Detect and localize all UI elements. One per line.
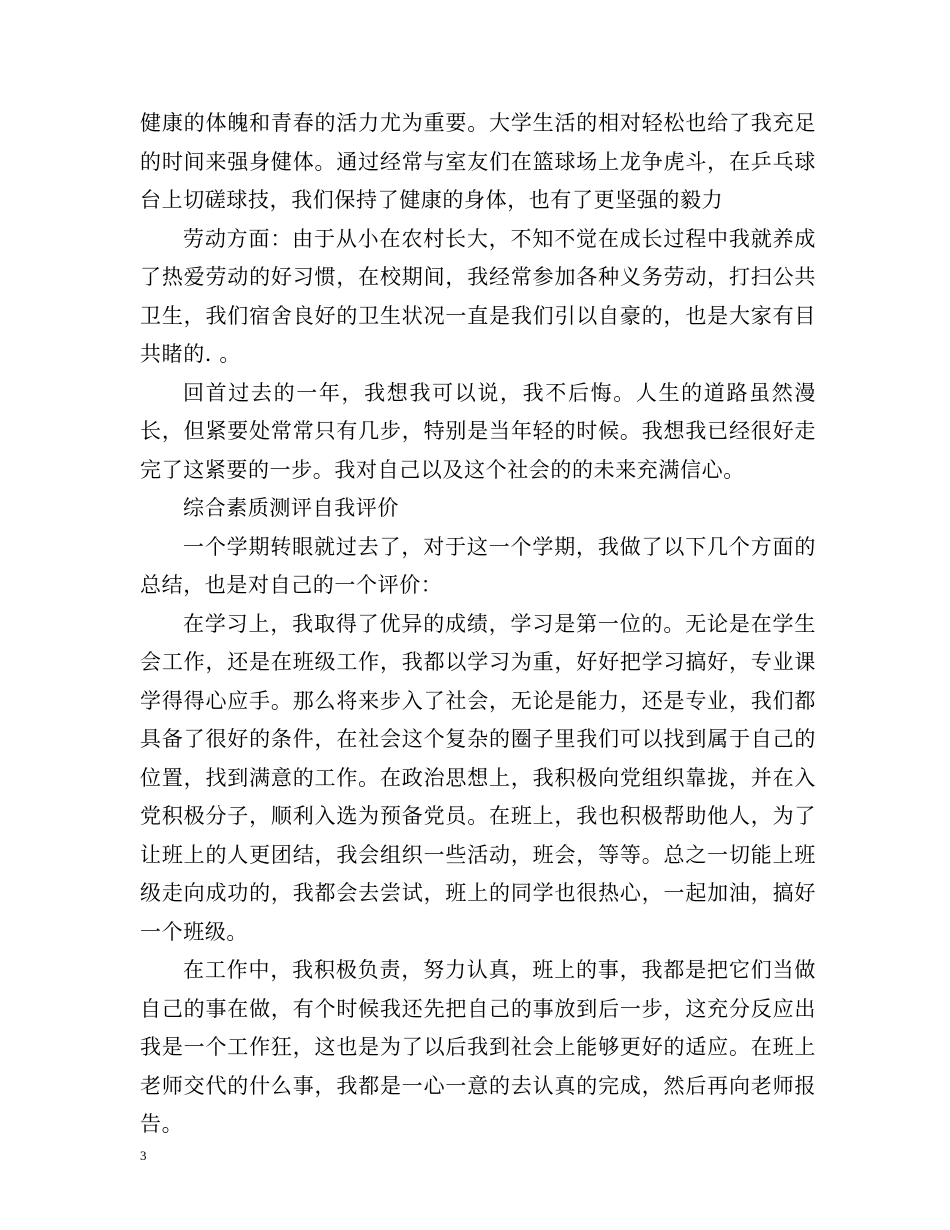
paragraph-fitness: 健康的体魄和青春的活力尤为重要。大学生活的相对轻松也给了我充足的时间来强身健体。通过经常与室友们在篮球场上龙争虎斗，在乒乓球台上切磋球技，我们保持了健康的身体，也有了更坚强的毅力: [140, 111, 816, 212]
paragraph-work: 在工作中，我积极负责，努力认真，班上的事，我都是把它们当做自己的事在做，有个时候我还先把自己的事放到后一步，这充分反应出我是一个工作狂，这也是为了以后我到社会上能够更好的适应。在班上老师交代的什么事，我都是一心一意的去认真的完成，然后再向老师报告。: [140, 958, 816, 1136]
paragraph-reflection: 回首过去的一年，我想我可以说，我不后悔。人生的道路虽然漫长，但紧要处常常只有几步，特别是当年轻的时候。我想我已经很好走完了这紧要的一步。我对自己以及这个社会的的未来充满信心。: [140, 380, 816, 482]
section-heading: 综合素质测评自我评价: [183, 496, 399, 520]
paragraph-intro: 一个学期转眼就过去了，对于这一个学期，我做了以下几个方面的总结，也是对自己的一个评价：: [140, 534, 816, 597]
page-number: 3: [140, 1148, 147, 1163]
paragraph-labor: 劳动方面：由于从小在农村长大，不知不觉在成长过程中我就养成了热爱劳动的好习惯，在校期间，我经常参加各种义务劳动，打扫公共卫生，我们宿舍良好的卫生状况一直是我们引以自豪的，也是大家有目共睹的. 。: [140, 226, 816, 366]
document-body: [140, 104, 816, 1144]
paragraph-study: 在学习上，我取得了优异的成绩，学习是第一位的。无论是在学生会工作，还是在班级工作，我都以学习为重，好好把学习搞好，专业课学得得心应手。那么将来步入了社会，无论是能力，还是专业，我们都具备了很好的条件，在社会这个复杂的圈子里我们可以找到属于自己的位置，找到满意的工作。在政治思想上，我积极向党组织靠拢，并在入党积极分子，顺利入选为预备党员。在班上，我也积极帮助他人，为了让班上的人更团结，我会组织一些活动，班会，等等。总之一切能上班级走向成功的，我都会去尝试，班上的同学也很热心，一起加油，搞好一个班级。: [140, 611, 816, 944]
